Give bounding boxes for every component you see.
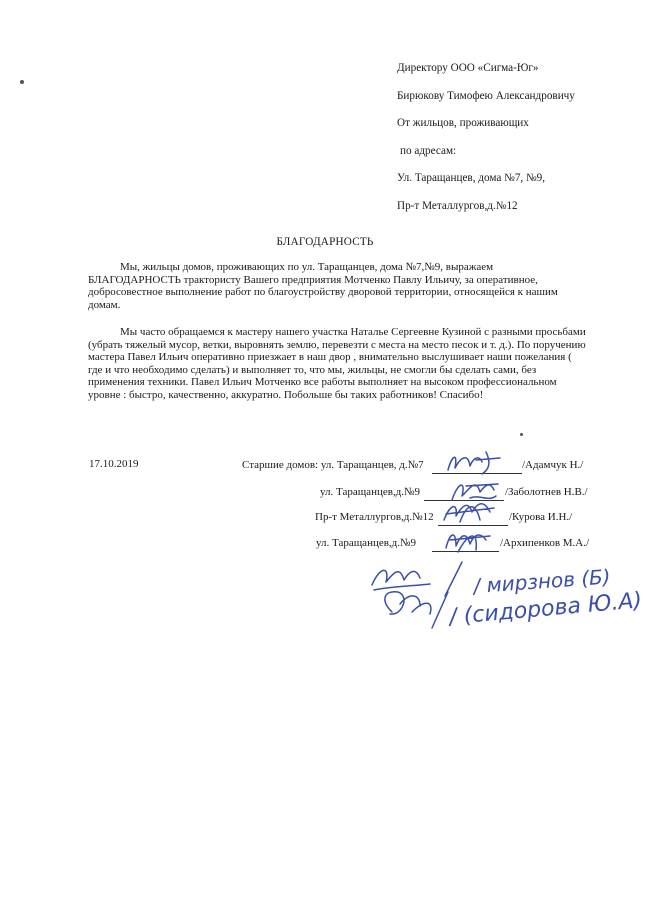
signature-scribble xyxy=(446,535,490,552)
addressee-line: Бирюкову Тимофею Александровичу xyxy=(397,90,575,102)
signature-scribble xyxy=(448,452,500,474)
signature-label: Старшие домов: ул. Таращанцев, д.№7 xyxy=(242,459,424,471)
document-title: БЛАГОДАРНОСТЬ xyxy=(276,236,374,248)
signature-label: ул. Таращанцев,д.№9 xyxy=(316,537,417,549)
handwritten-text: / мирзнов (Б) xyxy=(472,564,612,598)
body-paragraph xyxy=(88,261,588,311)
sender-line: От жильцов, проживающих xyxy=(397,117,529,129)
paragraph-text: Мы часто обращаемся к мастеру нашего участка Наталье Сергеевне Кузиной с разными просьбами (убрать тяжелый мусор, ветки, выровнять землю, перевезти с места на место песок и т. д.). По поручению мастера Павел Ильич оперативно приезжает в наш двор , внимательно выслушивает наши пожелания ( где и что необходимо сделать) и выполняет то, что мы, жильцы, не смогли бы сделать сами, без применения техники. Павел Ильич Мотченко все работы выполняет на высоком профессиональном уровне : быстро, качественно, аккуратно. Побольше бы таких работников! Спасибо! xyxy=(88,326,586,401)
signature-name: /Заболотнев Н.В./ xyxy=(505,486,588,498)
signature-label: Пр-т Металлургов,д.№12 xyxy=(315,511,434,523)
sender-address: Ул. Таращанцев, дома №7, №9, xyxy=(397,172,546,184)
scan-speck xyxy=(20,80,24,84)
signature-line xyxy=(424,500,504,501)
sender-line: по адресам: xyxy=(400,145,457,157)
signature-name: /Адамчук Н./ xyxy=(522,459,584,471)
signature-name: /Курова И.Н./ xyxy=(509,511,573,523)
handwritten-signature xyxy=(372,570,430,590)
signature-scribble xyxy=(444,504,494,522)
addressee-line: Директору ООО «Сигма-Юг» xyxy=(397,62,539,74)
handwritten-slash xyxy=(445,562,462,596)
signature-label: ул. Таращанцев,д.№9 xyxy=(320,486,421,498)
document-date: 17.10.2019 xyxy=(89,458,139,470)
handwritten-slash xyxy=(432,592,448,628)
handwritten-signature xyxy=(385,592,431,614)
body-paragraph xyxy=(88,326,588,402)
signature-name: /Архипенков М.А./ xyxy=(500,537,590,549)
signature-line xyxy=(438,525,508,526)
scan-speck xyxy=(520,433,523,436)
paragraph-text: Мы, жильцы домов, проживающих по ул. Таращанцев, дома №7,№9, выражаем БЛАГОДАРНОСТЬ трактористу Вашего предприятия Мотченко Павлу Ильичу, за оперативное, добросовестное выполнение работ по благоустройству дворовой территории, относящейся к нашим домам. xyxy=(88,261,558,311)
sender-address: Пр-т Металлургов,д.№12 xyxy=(397,200,518,212)
handwritten-text: / (сидорова Ю.А) xyxy=(448,588,644,630)
signature-scribble xyxy=(452,484,498,500)
signature-line xyxy=(432,473,522,474)
signature-line xyxy=(432,551,499,552)
